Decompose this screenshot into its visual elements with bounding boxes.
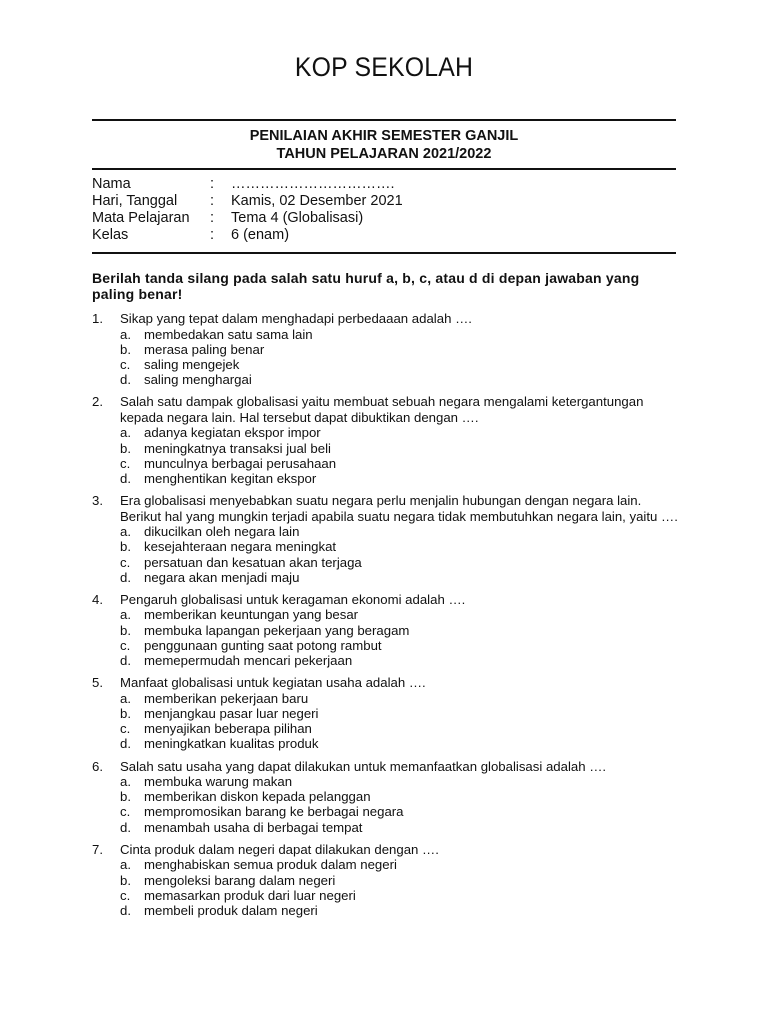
option-text: dikucilkan oleh negara lain: [144, 524, 300, 540]
option-text: membuka lapangan pekerjaan yang beragam: [144, 622, 410, 638]
option-letter[interactable]: a.: [120, 857, 131, 873]
option-letter[interactable]: b.: [120, 341, 131, 357]
question-number: 1.: [92, 311, 103, 326]
question-item: [92, 394, 682, 486]
question-text: Cinta produk dalam negeri dapat dilakukan dengan ….: [120, 841, 439, 857]
info-label: Nama: [92, 176, 131, 192]
option-text: membedakan satu sama lain: [144, 326, 313, 342]
answer-option[interactable]: [120, 607, 682, 622]
info-label: Hari, Tanggal: [92, 193, 178, 209]
info-colon: :: [210, 193, 215, 209]
school-letterhead: KOP SEKOLAH: [294, 52, 474, 82]
option-text: menghabiskan semua produk dalam negeri: [144, 857, 397, 873]
option-letter[interactable]: d.: [120, 569, 131, 585]
option-letter[interactable]: c.: [120, 356, 131, 372]
option-text: mempromosikan barang ke berbagai negara: [144, 804, 404, 820]
info-value: Kamis, 02 Desember 2021: [231, 193, 403, 209]
question-text: Manfaat globalisasi untuk kegiatan usaha adalah ….: [120, 675, 426, 691]
answer-option[interactable]: [120, 623, 682, 638]
answer-option[interactable]: [120, 888, 682, 903]
info-label: Mata Pelajaran: [92, 210, 190, 226]
question-number: 4.: [92, 591, 103, 607]
option-text: meningkatkan kualitas produk: [144, 736, 319, 752]
question-text: Salah satu dampak globalisasi yaitu membuat sebuah negara mengalami ketergantungan kepada negara lain. Hal tersebut dapat dibuktikan dengan ….: [120, 394, 644, 425]
answer-option[interactable]: [120, 774, 682, 789]
answer-option[interactable]: [120, 342, 682, 357]
question-number: 7.: [92, 841, 103, 857]
info-colon: :: [210, 227, 215, 243]
option-letter[interactable]: a.: [120, 690, 131, 706]
option-text: menjangkau pasar luar negeri: [144, 705, 319, 721]
option-text: mengoleksi barang dalam negeri: [144, 872, 336, 888]
option-text: persatuan dan kesatuan akan terjaga: [144, 554, 362, 570]
option-text: memepermudah mencari pekerjaan: [144, 653, 353, 669]
question-text: Pengaruh globalisasi untuk keragaman ekonomi adalah ….: [120, 591, 466, 607]
option-letter[interactable]: c.: [120, 554, 131, 570]
answer-option[interactable]: [120, 456, 682, 471]
option-letter[interactable]: b.: [120, 539, 131, 555]
option-letter[interactable]: a.: [120, 326, 131, 342]
option-text: saling menghargai: [144, 372, 252, 388]
answer-option[interactable]: [120, 539, 682, 554]
answer-option[interactable]: [120, 327, 682, 342]
option-letter[interactable]: c.: [120, 637, 131, 653]
option-letter[interactable]: c.: [120, 804, 131, 820]
answer-option[interactable]: [120, 555, 682, 570]
option-text: adanya kegiatan ekspor impor: [144, 425, 321, 441]
answer-option[interactable]: [120, 471, 682, 486]
option-text: membuka warung makan: [144, 774, 293, 790]
question-text: Salah satu usaha yang dapat dilakukan untuk memanfaatkan globalisasi adalah ….: [120, 758, 607, 774]
option-text: munculnya berbagai perusahaan: [144, 455, 337, 471]
question-item: [92, 842, 682, 918]
answer-option[interactable]: [120, 736, 682, 751]
answer-option[interactable]: [120, 524, 682, 539]
info-colon: :: [210, 176, 215, 192]
instruction-text: Berilah tanda silang pada salah satu huruf a, b, c, atau d di depan jawaban yang paling benar!: [92, 270, 640, 302]
divider-bottom: [92, 252, 676, 254]
answer-option[interactable]: [120, 721, 682, 736]
option-letter[interactable]: b.: [120, 440, 131, 456]
info-value: Tema 4 (Globalisasi): [231, 210, 364, 226]
answer-option[interactable]: [120, 441, 682, 456]
question-number: 6.: [92, 758, 103, 774]
answer-option[interactable]: [120, 372, 682, 387]
option-text: membeli produk dalam negeri: [144, 902, 318, 918]
answer-option[interactable]: [120, 425, 682, 440]
answer-option[interactable]: [120, 638, 682, 653]
question-number: 5.: [92, 675, 103, 691]
question-item: [92, 592, 682, 668]
info-colon: :: [210, 210, 215, 226]
option-text: menambah usaha di berbagai tempat: [144, 819, 363, 835]
option-text: saling mengejek: [144, 356, 240, 372]
answer-option[interactable]: [120, 570, 682, 585]
option-letter[interactable]: d.: [120, 653, 131, 669]
option-text: memberikan pekerjaan baru: [144, 690, 309, 706]
question-text: Era globalisasi menyebabkan suatu negara perlu menjalin hubungan dengan negara lain. Berikut hal yang mungkin terjadi apabila suatu negara tidak membutuhkan negara lain, yaitu ….: [120, 493, 678, 524]
option-text: memberikan keuntungan yang besar: [144, 607, 359, 623]
option-text: negara akan menjadi maju: [144, 569, 300, 585]
question-item: [92, 493, 682, 585]
option-text: menyajikan beberapa pilihan: [144, 721, 312, 737]
answer-option[interactable]: [120, 820, 682, 835]
option-letter[interactable]: d.: [120, 470, 131, 486]
option-text: merasa paling benar: [144, 341, 265, 357]
answer-option[interactable]: [120, 653, 682, 668]
option-letter[interactable]: a.: [120, 524, 131, 540]
option-letter[interactable]: b.: [120, 789, 131, 805]
question-item: [92, 311, 682, 387]
option-letter[interactable]: c.: [120, 887, 131, 903]
option-letter[interactable]: b.: [120, 622, 131, 638]
option-letter[interactable]: b.: [120, 872, 131, 888]
info-value: 6 (enam): [231, 227, 290, 243]
question-list: [92, 311, 682, 925]
info-label: Kelas: [92, 227, 129, 243]
answer-option[interactable]: [120, 857, 682, 872]
question-text: Sikap yang tepat dalam menghadapi perbedaaan adalah ….: [120, 311, 472, 326]
answer-option[interactable]: [120, 706, 682, 721]
academic-year: TAHUN PELAJARAN 2021/2022: [276, 146, 492, 162]
option-letter[interactable]: d.: [120, 736, 131, 752]
answer-option[interactable]: [120, 903, 682, 918]
answer-option[interactable]: [120, 789, 682, 804]
answer-option[interactable]: [120, 804, 682, 819]
option-text: menghentikan kegitan ekspor: [144, 470, 317, 486]
question-item: [92, 675, 682, 751]
question-number: 3.: [92, 493, 103, 509]
option-letter[interactable]: d.: [120, 902, 131, 918]
divider-top: [92, 119, 676, 121]
question-item: [92, 759, 682, 835]
answer-option[interactable]: [120, 873, 682, 888]
option-letter[interactable]: d.: [120, 372, 131, 388]
option-text: memasarkan produk dari luar negeri: [144, 887, 356, 903]
divider-middle: [92, 168, 676, 170]
option-text: memberikan diskon kepada pelanggan: [144, 789, 371, 805]
option-text: meningkatnya transaksi jual beli: [144, 440, 331, 456]
option-letter[interactable]: c.: [120, 455, 131, 471]
option-text: penggunaan gunting saat potong rambut: [144, 637, 382, 653]
question-number: 2.: [92, 394, 103, 410]
answer-option[interactable]: [120, 691, 682, 706]
option-letter[interactable]: d.: [120, 819, 131, 835]
option-letter[interactable]: a.: [120, 774, 131, 790]
name-field[interactable]: …………………………….: [231, 176, 395, 192]
option-letter[interactable]: a.: [120, 425, 131, 441]
option-text: kesejahteraan negara meningkat: [144, 539, 337, 555]
answer-option[interactable]: [120, 357, 682, 372]
option-letter[interactable]: a.: [120, 607, 131, 623]
option-letter[interactable]: b.: [120, 705, 131, 721]
option-letter[interactable]: c.: [120, 721, 131, 737]
exam-title: PENILAIAN AKHIR SEMESTER GANJIL: [249, 128, 519, 144]
